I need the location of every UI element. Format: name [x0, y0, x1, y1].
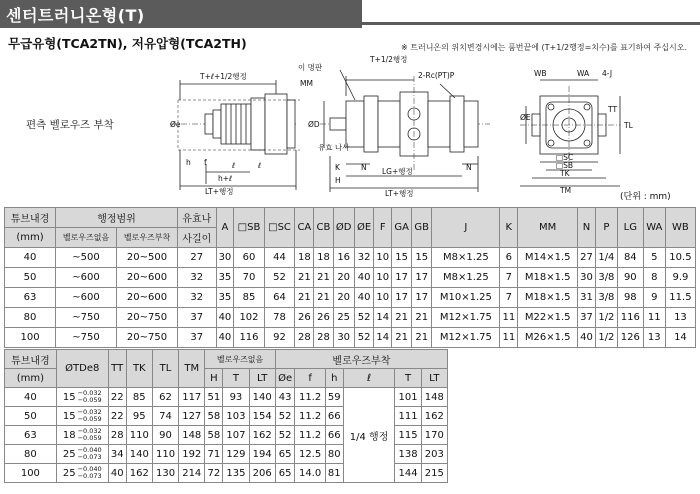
table-cell: 148 — [421, 388, 447, 407]
table-cell: 170 — [421, 426, 447, 445]
position-note: ※ 트러니온의 위치변경시에는 품번끝에 (T+1/2행정=치수)를 표기하여 주십시오. — [401, 43, 688, 52]
table-cell: 107 — [223, 426, 249, 445]
table-cell: 98 — [617, 288, 643, 308]
table-cell: 78 — [264, 308, 295, 328]
col2-sub: ℓ — [343, 369, 395, 388]
col2-td: ØTDe8 — [56, 350, 108, 388]
table-cell: 40 — [354, 268, 374, 288]
td-tolerance — [78, 409, 102, 423]
col2-no-bellows: 벨로우즈없음 — [205, 350, 275, 369]
table-cell: M18×1.5 — [518, 268, 578, 288]
table-cell: 18 — [314, 248, 333, 268]
dim-left-lt: LT+행정 — [205, 187, 234, 196]
table-cell: 11 — [643, 308, 665, 328]
table-cell: 16 — [333, 248, 354, 268]
col2-sub: Øe — [275, 369, 295, 388]
col-F: F — [374, 208, 392, 248]
table-cell: 20 — [333, 288, 354, 308]
col-bore: 튜브내경 — [5, 208, 56, 228]
table-cell: 50 — [5, 407, 57, 426]
dim-right-tt: TT — [608, 105, 618, 114]
table-cell: 11.2 — [295, 407, 325, 426]
table-cell: M14×1.5 — [518, 248, 578, 268]
table-cell: 80 — [325, 445, 343, 464]
col2-tm: TM — [179, 350, 205, 388]
table-cell: 17 — [412, 268, 432, 288]
table-cell: 35 — [216, 268, 234, 288]
dim-mid-n2: N — [466, 163, 472, 172]
table-cell: 8 — [643, 268, 665, 288]
table-row — [5, 248, 696, 268]
table-cell: 84 — [617, 248, 643, 268]
bellows-label: 편측 벨로우즈 부착 — [26, 119, 114, 131]
nameplate-label: 이 명판 — [298, 63, 323, 72]
table-cell: M12×1.75 — [432, 328, 500, 348]
td-value: 25 — [62, 468, 76, 479]
table-cell: 110 — [152, 445, 178, 464]
table-cell: 25 — [333, 308, 354, 328]
col2-tk: TK — [126, 350, 152, 388]
table-cell: 13 — [643, 328, 665, 348]
table-row — [5, 268, 696, 288]
tol-upper: −0.032 — [77, 408, 102, 416]
table-cell: 27 — [578, 248, 596, 268]
col-WB: WB — [665, 208, 695, 248]
table-cell: 13 — [665, 308, 695, 328]
dim-left-l2: ℓ — [258, 161, 262, 170]
table-cell: 203 — [421, 445, 447, 464]
table-cell: 14 — [665, 328, 695, 348]
table-cell: 111 — [395, 407, 421, 426]
table-cell: 7 — [500, 268, 518, 288]
table-cell: M22×1.5 — [518, 308, 578, 328]
table-cell: 7 — [500, 288, 518, 308]
table-cell: 20~750 — [117, 308, 178, 328]
td-tolerance — [78, 390, 102, 404]
col-N: N — [578, 208, 596, 248]
table-cell: 70 — [234, 268, 264, 288]
table-cell: 10 — [374, 248, 392, 268]
col-SB: □SB — [234, 208, 264, 248]
dim-mid-h: H — [335, 176, 341, 185]
table-cell: 14.0 — [295, 464, 325, 483]
col2-bore-unit: (mm) — [5, 369, 57, 388]
table-cell: 18 — [295, 248, 314, 268]
table-cell: 32 — [178, 268, 217, 288]
table-cell: 14 — [374, 308, 392, 328]
td-value: 15 — [62, 411, 76, 422]
table-cell: 129 — [223, 445, 249, 464]
td-tolerance — [78, 447, 102, 461]
col2-sub: T — [395, 369, 421, 388]
table-cell: 100 — [5, 464, 57, 483]
table-cell: 17 — [412, 288, 432, 308]
table-cell: 52 — [275, 426, 295, 445]
dim-right-sc: □SC — [556, 153, 574, 162]
col2-sub: f — [295, 369, 325, 388]
tol-lower: −0.059 — [77, 415, 102, 423]
dim-right-sb: □SB — [556, 161, 573, 170]
table-cell: M8×1.25 — [432, 268, 500, 288]
table-cell: 81 — [325, 464, 343, 483]
table-cell: 51 — [205, 388, 223, 407]
col-A: A — [216, 208, 234, 248]
table-cell: 1/2 — [595, 308, 617, 328]
table-cell: ~500 — [56, 248, 117, 268]
dim-right-j: 4-J — [602, 69, 613, 78]
table-cell: 37 — [578, 308, 596, 328]
table-cell: M18×1.5 — [518, 288, 578, 308]
table-cell: 162 — [249, 426, 275, 445]
table-cell: 138 — [395, 445, 421, 464]
table-cell: 22 — [108, 388, 126, 407]
table-cell: 20~600 — [117, 288, 178, 308]
col-GA: GA — [392, 208, 412, 248]
table-cell: 50 — [5, 268, 56, 288]
table-cell: 52 — [275, 407, 295, 426]
table-cell: 20~600 — [117, 268, 178, 288]
dim-left-h: h — [186, 158, 191, 167]
table-cell: 103 — [223, 407, 249, 426]
table-cell: 28 — [108, 426, 126, 445]
table-cell: 14 — [374, 328, 392, 348]
table-cell: 65 — [275, 464, 295, 483]
table-cell: 26 — [314, 308, 333, 328]
td-cell — [56, 426, 108, 445]
table-cell: 40 — [216, 308, 234, 328]
dim-left-f: f — [204, 158, 207, 167]
table-cell: 11.5 — [665, 288, 695, 308]
table-cell: 40 — [108, 464, 126, 483]
table-cell: 40 — [578, 328, 596, 348]
table-cell: 162 — [421, 407, 447, 426]
table-cell: 116 — [234, 328, 264, 348]
table-cell: 154 — [249, 407, 275, 426]
table-cell: 21 — [412, 308, 432, 328]
table-cell: 110 — [126, 426, 152, 445]
table-row — [5, 288, 696, 308]
col-K: K — [500, 208, 518, 248]
col-SC: □SC — [264, 208, 295, 248]
tol-upper: −0.032 — [77, 389, 102, 397]
table-cell: 140 — [249, 388, 275, 407]
col-P: P — [595, 208, 617, 248]
table-cell: 43 — [275, 388, 295, 407]
table-cell: 72 — [205, 464, 223, 483]
table-cell: 21 — [314, 268, 333, 288]
table-row — [5, 388, 448, 407]
col2-sub: LT — [421, 369, 447, 388]
tol-lower: −0.073 — [77, 472, 102, 480]
td-value: 18 — [62, 430, 76, 441]
table-cell: 92 — [264, 328, 295, 348]
table-cell: 63 — [5, 426, 57, 445]
port-label: 2-Rc(PT)P — [418, 71, 455, 80]
table-cell: 63 — [5, 288, 56, 308]
table-cell: 32 — [178, 288, 217, 308]
table-cell: 140 — [126, 445, 152, 464]
unit-label: (단위 : mm) — [620, 192, 671, 202]
col-thread2: 사길이 — [178, 228, 217, 248]
table-cell: 10 — [374, 288, 392, 308]
col2-sub: h — [325, 369, 343, 388]
table-cell: 116 — [617, 308, 643, 328]
table-cell: 11 — [500, 328, 518, 348]
table-cell: 115 — [395, 426, 421, 445]
table-cell: 52 — [354, 308, 374, 328]
table-cell: 90 — [617, 268, 643, 288]
col-J: J — [432, 208, 500, 248]
dim-mid-k: K — [335, 163, 340, 172]
col2-tl: TL — [152, 350, 178, 388]
td-cell — [56, 445, 108, 464]
table-cell: 59 — [325, 388, 343, 407]
right-view — [520, 80, 620, 186]
table-cell: 21 — [295, 288, 314, 308]
td-cell — [56, 388, 108, 407]
technical-drawing — [0, 0, 700, 205]
table-cell: 40 — [5, 248, 56, 268]
table-cell: 194 — [249, 445, 275, 464]
table-cell: 144 — [395, 464, 421, 483]
table-cell: 214 — [179, 464, 205, 483]
table-cell: 130 — [152, 464, 178, 483]
table-cell: 15 — [412, 248, 432, 268]
dim-mid-phid: ØD — [308, 120, 320, 129]
table-cell: 6 — [500, 248, 518, 268]
left-view — [170, 80, 300, 190]
table-cell: 80 — [5, 445, 57, 464]
table-cell: 1/2 — [595, 328, 617, 348]
td-cell — [56, 407, 108, 426]
table-cell: M10×1.25 — [432, 288, 500, 308]
table-cell: 71 — [205, 445, 223, 464]
table-cell: 21 — [295, 268, 314, 288]
table-cell: 58 — [205, 426, 223, 445]
table-cell: 11 — [500, 308, 518, 328]
table-cell: 52 — [354, 328, 374, 348]
dim-right-e: ØE — [520, 113, 531, 122]
td-value: 15 — [62, 392, 76, 403]
table-cell: ~600 — [56, 288, 117, 308]
table-cell: 90 — [152, 426, 178, 445]
table-cell: 148 — [179, 426, 205, 445]
table-cell: M26×1.5 — [518, 328, 578, 348]
thread-length-label: 유효 나사 — [318, 143, 350, 152]
col-MM: MM — [518, 208, 578, 248]
col2-bellows: 벨로우즈부착 — [275, 350, 447, 369]
table-cell: M8×1.25 — [432, 248, 500, 268]
dim-left-hl: h+ℓ — [218, 174, 233, 183]
table-cell: 20~750 — [117, 328, 178, 348]
table-cell: ~750 — [56, 308, 117, 328]
table-cell: 12.5 — [295, 445, 325, 464]
dim-left-phie: Øe — [170, 120, 181, 129]
dim-right-wa: WA — [577, 69, 590, 78]
table-cell: 30 — [216, 248, 234, 268]
col-bellows: 벨로우즈부착 — [117, 228, 178, 248]
table-cell: 37 — [178, 328, 217, 348]
table-cell: 34 — [108, 445, 126, 464]
stroke-cell: 1/4 행정 — [343, 388, 395, 483]
table-cell: 32 — [354, 248, 374, 268]
table-cell: 102 — [234, 308, 264, 328]
table-cell: 135 — [223, 464, 249, 483]
table-cell: 192 — [179, 445, 205, 464]
col-stroke: 행정범위 — [56, 208, 178, 228]
table-cell: 21 — [314, 288, 333, 308]
tol-lower: −0.059 — [77, 434, 102, 442]
dim-left-l: ℓ — [232, 161, 236, 170]
table-cell: 11.2 — [295, 426, 325, 445]
table-cell: 100 — [5, 328, 56, 348]
col2-sub: LT — [249, 369, 275, 388]
table-cell: 40 — [5, 388, 57, 407]
table-cell: 28 — [314, 328, 333, 348]
table-cell: 1/4 — [595, 248, 617, 268]
col-no-bellows: 벨로우즈없음 — [56, 228, 117, 248]
table-cell: 74 — [152, 407, 178, 426]
table-cell: 9.9 — [665, 268, 695, 288]
table-cell: 93 — [223, 388, 249, 407]
table-cell: 37 — [178, 308, 217, 328]
table-cell: 215 — [421, 464, 447, 483]
table-cell: 95 — [126, 407, 152, 426]
table-row — [5, 328, 696, 348]
table-cell: 11.2 — [295, 388, 325, 407]
td-tolerance — [78, 428, 102, 442]
table-cell: 64 — [264, 288, 295, 308]
table-cell: 85 — [126, 388, 152, 407]
table-row — [5, 308, 696, 328]
model-subtitle: 무급유형(TCA2TN), 저유압형(TCA2TH) — [8, 36, 247, 51]
dim-right-tm: TM — [560, 186, 572, 195]
table-cell: 126 — [617, 328, 643, 348]
col-LG: LG — [617, 208, 643, 248]
table-cell: 20 — [333, 268, 354, 288]
table-cell: 10 — [374, 268, 392, 288]
col-thread: 유효나 — [178, 208, 217, 228]
table-cell: 21 — [412, 328, 432, 348]
table-cell: 30 — [333, 328, 354, 348]
dim-mid-top: T+1/2행정 — [370, 55, 408, 64]
table-cell: 5 — [643, 248, 665, 268]
table-cell: 127 — [179, 407, 205, 426]
table-cell: 22 — [108, 407, 126, 426]
dimension-table-1 — [4, 207, 696, 348]
dim-left-top: T+ℓ+1/2행정 — [200, 72, 247, 81]
dim-mid-n: N — [361, 163, 367, 172]
table-cell: 206 — [249, 464, 275, 483]
table-cell: 21 — [392, 308, 412, 328]
table-cell: 44 — [264, 248, 295, 268]
col-D: ØD — [333, 208, 354, 248]
table-cell: 65 — [275, 445, 295, 464]
td-tolerance — [78, 466, 102, 480]
td-cell — [56, 464, 108, 483]
page-title: 센터트러니온형(T) — [6, 6, 145, 25]
table-cell: 3/8 — [595, 288, 617, 308]
dim-right-wb: WB — [534, 69, 547, 78]
table-cell: 80 — [5, 308, 56, 328]
table-cell: M12×1.75 — [432, 308, 500, 328]
table-cell: 20~500 — [117, 248, 178, 268]
table-cell: 10.5 — [665, 248, 695, 268]
table-cell: 27 — [178, 248, 217, 268]
col-CA: CA — [295, 208, 314, 248]
dim-mid-mm: MM — [300, 79, 313, 88]
tol-upper: −0.032 — [77, 427, 102, 435]
dim-right-tk: TK — [560, 169, 570, 178]
dim-mid-lt: LT+행정 — [385, 189, 414, 198]
table-cell: 162 — [126, 464, 152, 483]
table-cell: 58 — [205, 407, 223, 426]
table-cell: 66 — [325, 407, 343, 426]
table-cell: 40 — [354, 288, 374, 308]
col-GB: GB — [412, 208, 432, 248]
dim-mid-lg: LG+행정 — [382, 167, 413, 176]
col-E: ØE — [354, 208, 374, 248]
table-cell: 17 — [392, 268, 412, 288]
table-cell: ~600 — [56, 268, 117, 288]
table-cell: 117 — [179, 388, 205, 407]
table-cell: 60 — [234, 248, 264, 268]
table-cell: 35 — [216, 288, 234, 308]
table-cell: 3/8 — [595, 268, 617, 288]
col-CB: CB — [314, 208, 333, 248]
table-cell: 17 — [392, 288, 412, 308]
table-cell: 26 — [295, 308, 314, 328]
table-cell: 31 — [578, 288, 596, 308]
table-cell: 62 — [152, 388, 178, 407]
dimension-table-2 — [4, 349, 448, 483]
table-cell: 40 — [216, 328, 234, 348]
col-WA: WA — [643, 208, 665, 248]
table-cell: 15 — [392, 248, 412, 268]
td-value: 25 — [62, 449, 76, 460]
table-cell: 85 — [234, 288, 264, 308]
tol-lower: −0.073 — [77, 453, 102, 461]
dim-right-tl: TL — [624, 121, 633, 130]
col2-sub: T — [223, 369, 249, 388]
table-cell: 28 — [295, 328, 314, 348]
tol-upper: −0.040 — [77, 465, 102, 473]
col2-bore: 튜브내경 — [5, 350, 57, 369]
col2-sub: H — [205, 369, 223, 388]
tol-lower: −0.059 — [77, 396, 102, 404]
table-cell: 52 — [264, 268, 295, 288]
col2-tt: TT — [108, 350, 126, 388]
table-cell: 101 — [395, 388, 421, 407]
table-cell: 21 — [392, 328, 412, 348]
table-cell: ~750 — [56, 328, 117, 348]
col-bore-unit: (mm) — [5, 228, 56, 248]
tol-upper: −0.040 — [77, 446, 102, 454]
table-cell: 30 — [578, 268, 596, 288]
table-cell: 66 — [325, 426, 343, 445]
table-cell: 9 — [643, 288, 665, 308]
